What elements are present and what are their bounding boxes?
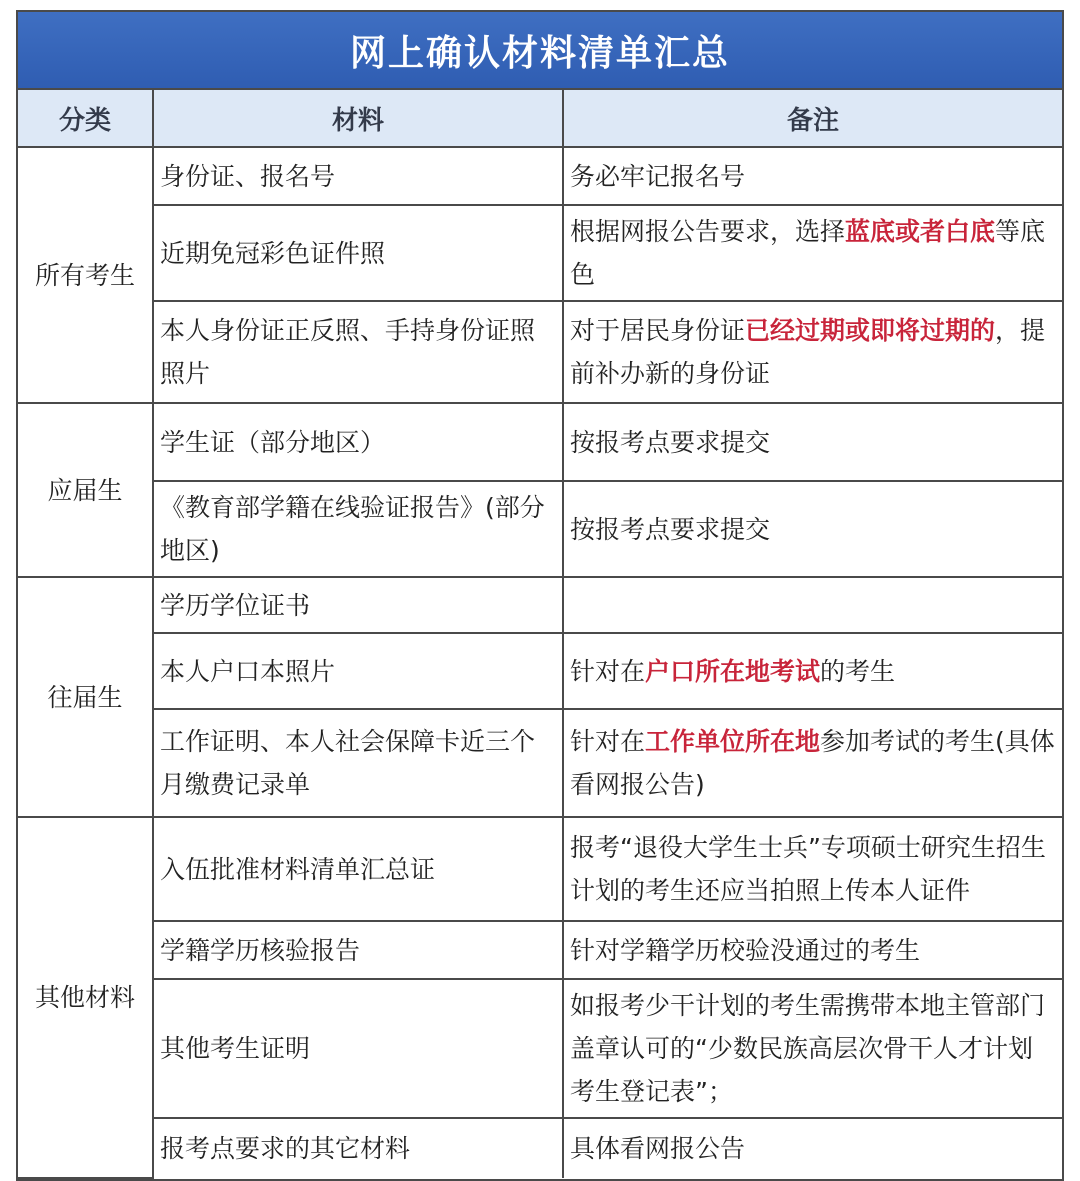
note-cell xyxy=(563,1118,1062,1178)
table-row xyxy=(18,301,1062,403)
table-row xyxy=(18,481,1062,577)
note-cell xyxy=(563,921,1062,979)
material-cell: 身份证、报名号 xyxy=(153,147,563,205)
table-row xyxy=(18,921,1062,979)
note-cell xyxy=(563,481,1062,577)
note-cell xyxy=(563,817,1062,921)
header-category: 分类 xyxy=(18,90,153,147)
category-cell: 所有考生 xyxy=(18,147,153,403)
table-row xyxy=(18,403,1062,481)
highlighted-note-text: 已经过期或即将过期的 xyxy=(745,316,996,345)
materials-table-sheet xyxy=(16,10,1064,1181)
material-cell: 学历学位证书 xyxy=(153,577,563,633)
note-text: 的考生 xyxy=(820,656,896,686)
table-row xyxy=(18,979,1062,1118)
materials-table xyxy=(18,90,1062,1179)
note-cell xyxy=(563,709,1062,817)
material-cell: 学籍学历核验报告 xyxy=(153,921,563,979)
note-text: 务必牢记报名号 xyxy=(570,161,746,191)
category-cell: 往届生 xyxy=(18,577,153,817)
note-text: 针对学籍学历校验没通过的考生 xyxy=(570,935,921,965)
note-text: 按报考点要求提交 xyxy=(570,427,771,457)
header-note: 备注 xyxy=(563,90,1062,147)
note-text: 等底色 xyxy=(570,217,1046,289)
header-row xyxy=(18,90,1062,147)
note-text: 针对在 xyxy=(570,727,646,756)
note-text: 根据网报公告要求，选择 xyxy=(570,217,846,246)
material-cell: 近期免冠彩色证件照 xyxy=(153,205,563,301)
note-text: 如报考少干计划的考生需携带本地主管部门盖章认可的“少数民族高层次骨干人才计划考生登记表”； xyxy=(570,991,1046,1106)
note-cell xyxy=(563,301,1062,403)
highlighted-note-text: 工作单位所在地 xyxy=(645,727,821,756)
note-text: 针对在 xyxy=(570,656,646,686)
note-text: 参加考试的考生(具体看网报公告) xyxy=(570,727,1055,799)
table-row xyxy=(18,709,1062,817)
material-cell: 学生证（部分地区） xyxy=(153,403,563,481)
table-row xyxy=(18,1118,1062,1178)
note-text: 报考“退役大学生士兵”专项硕士研究生招生计划的考生还应当拍照上传本人证件 xyxy=(570,833,1046,905)
table-body xyxy=(18,147,1062,1178)
note-cell xyxy=(563,979,1062,1118)
table-title: 网上确认材料清单汇总 xyxy=(18,12,1062,90)
header-material: 材料 xyxy=(153,90,563,147)
table-row xyxy=(18,817,1062,921)
table-row xyxy=(18,577,1062,633)
category-cell: 应届生 xyxy=(18,403,153,577)
table-row xyxy=(18,147,1062,205)
note-cell xyxy=(563,403,1062,481)
note-text: 按报考点要求提交 xyxy=(570,514,771,544)
material-cell: 本人户口本照片 xyxy=(153,633,563,709)
material-cell: 本人身份证正反照、手持身份证照照片 xyxy=(153,301,563,403)
note-cell xyxy=(563,205,1062,301)
table-row xyxy=(18,205,1062,301)
category-cell: 其他材料 xyxy=(18,817,153,1178)
note-text: 具体看网报公告 xyxy=(570,1134,746,1163)
note-text: ，提前补办新的身份证 xyxy=(570,316,1046,388)
material-cell: 入伍批准材料清单汇总证 xyxy=(153,817,563,921)
table-row xyxy=(18,633,1062,709)
material-cell: 工作证明、本人社会保障卡近三个月缴费记录单 xyxy=(153,709,563,817)
material-cell: 《教育部学籍在线验证报告》(部分地区) xyxy=(153,481,563,577)
material-cell: 报考点要求的其它材料 xyxy=(153,1118,563,1178)
note-cell xyxy=(563,577,1062,633)
note-text: 对于居民身份证 xyxy=(570,316,746,345)
material-cell: 其他考生证明 xyxy=(153,979,563,1118)
note-cell xyxy=(563,633,1062,709)
highlighted-note-text: 户口所在地考试 xyxy=(645,656,821,686)
highlighted-note-text: 蓝底或者白底 xyxy=(845,217,996,246)
note-cell xyxy=(563,147,1062,205)
